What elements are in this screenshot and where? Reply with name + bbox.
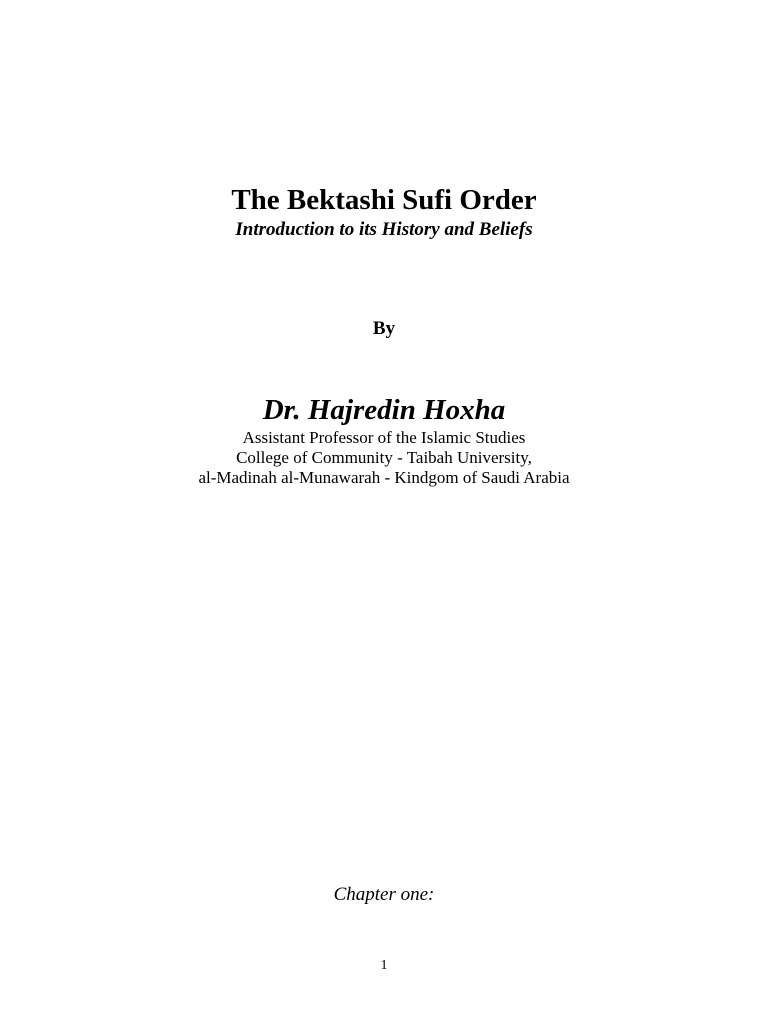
author-name: Dr. Hajredin Hoxha: [262, 394, 506, 426]
document-title: The Bektashi Sufi Order: [231, 184, 537, 216]
page-number: 1: [380, 958, 388, 973]
author-institution: College of Community - Taibah University,: [236, 448, 532, 467]
author-position: Assistant Professor of the Islamic Studies: [242, 428, 526, 447]
document-subtitle: Introduction to its History and Beliefs: [235, 219, 533, 240]
chapter-heading: Chapter one:: [333, 884, 435, 905]
author-location: al-Madinah al-Munawarah - Kindgom of Saudi Arabia: [198, 468, 570, 487]
by-label: By: [372, 318, 396, 339]
